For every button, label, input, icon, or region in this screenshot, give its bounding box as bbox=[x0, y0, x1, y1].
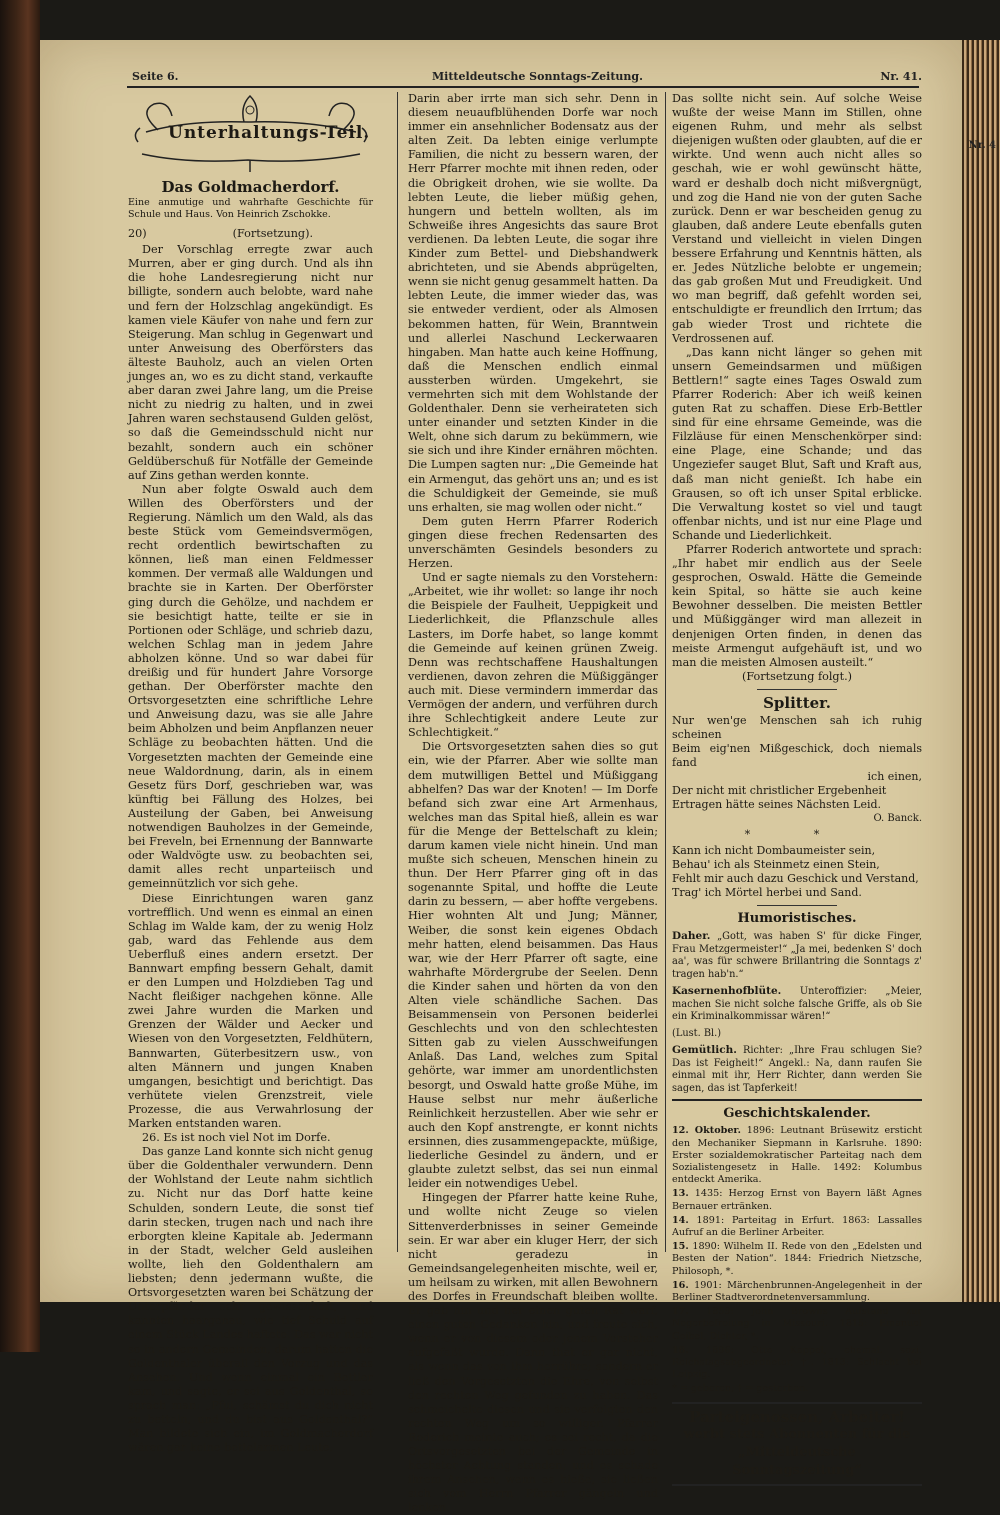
humor-head: Daher. bbox=[672, 930, 711, 943]
calendar-text: 1890: Wilhelm II. Rede von den „Edelsten und Besten der Nation“. 1844: Friedrich Nietzsche, Philosoph, *. bbox=[672, 1241, 922, 1277]
paragraph: „Das kann nicht länger so gehen mit unsern Gemeindsarmen und müßigen Bettlern!“ sagte eines Tages Oswald zum Pfarrer Roderich: Aber ich weiß keinen guten Rat zu schaffen. Diese Erb-Bettler sind für eine ehrsame Gemeinde, was die Filzläuse für einen Menschenkörper sind: eine Plage, eine Schande; und das Ungeziefer sauget Blut, Saft und Kraft aus, daß man nicht genießt. Ich habe ein Grausen, so oft ich unser Spital erblicke. Die Verwaltung kostet so viel und taugt offenbar nichts, und ist nur eine Plage und Schande und Liederlichkeit. bbox=[672, 345, 922, 542]
paragraph: Diese Einrichtungen waren ganz vortrefflich. Und wenn es einmal an einen Schlag im Walde kam, der zu wenig Holz gab, ward das Fehlende aus dem Ueberfluß eines andern ersetzt. Der Bannwart empfing bessern Gehalt, damit er den Lumpen und Holzdieben Tag und Nacht fleißiger nachgehen könne. Alle zwei Jahre wurden die Marken und Grenzen der Wälder und Aecker und Wiesen von den Vorgesetzten, Feldhütern, Bannwarten, Güterbesitzern usw., von alten Männern und jungen Knaben umgangen, besichtigt und berichtigt. Das verhütete vielen Grenzstreit, viele Prozesse, die aus Verwahrlosung der Marken entstanden waren. bbox=[128, 891, 373, 1130]
poem-1 bbox=[672, 714, 922, 812]
poem-line: Kann ich nicht Dombaumeister sein, bbox=[672, 844, 876, 858]
stars-separator: * * bbox=[744, 828, 850, 842]
page-number: Seite 6. bbox=[132, 70, 179, 83]
story-subtitle: Eine anmutige und wahrhafte Geschichte für Schule und Haus. Von Heinrich Zschokke. bbox=[128, 197, 373, 221]
newspaper-page bbox=[40, 40, 962, 1515]
paragraph: Hingegen der Pfarrer hatte keine Ruhe, und wollte nicht Zeuge so vielen Sittenverderbnisses in seiner Gemeinde sein. Er war aber ein kluger Herr, der sich nicht geradezu in Gemeindsangelegenheiten mischte, weil er, um heilsam zu wirken, mit allen Bewohnern des Dorfes in Freundschaft bleiben wollte. Er gab hin und her einen guten Rat warf, einen guten Gedanken hin, und freute sich, wenn er von diesem oder jenem Vorsteher aufgefaßt wurde. Dann that er gar nicht, als wenn das von ihm herrühre; sondern er ließ den Vorgesetzten die Ehre, von selbst den rechten Weg gefunden zu haben. Das schmeichelte diesen und sie verfolgten den rechten Weg um so williger. Pfarrer Roderich meinte auch; es sei recht, da die Ortsvorgesetzten bei der Gemeinde in höchster Achtung standen; und es schade ihrem Ansehen, wenn es hieße, sie ließen sich vom Herrn Pfarrer gängeln und lenken. bbox=[408, 1191, 658, 1515]
humor-head: Gemütlich. bbox=[672, 1044, 737, 1057]
poem-line: Der nicht mit christlicher Ergebenheit bbox=[672, 784, 887, 798]
section-ornament bbox=[128, 92, 373, 174]
humor-text: Richter: „Ihre Frau schlugen Sie? Das ist Feigheit!“ Angekl.: Na, dann raufen Sie einmal mit ihr, Herr Richter, dann werden Sie sagen, das ist Tapferkeit! bbox=[672, 1045, 922, 1094]
calendar-item bbox=[672, 1280, 922, 1304]
divider bbox=[757, 689, 837, 690]
humor-text: Unteroffizier: „Meier, machen Sie nicht solche falsche Griffe, als ob Sie ein Kriminalkommissar wären!“ bbox=[672, 986, 922, 1023]
humor-item bbox=[672, 985, 922, 1024]
calendar-text: 1896: Otto Kappel, ehemal. sozi. Reichstagsabgeordneter, †. 1813: Schlacht bei Leipzig. bbox=[672, 1344, 922, 1381]
humor-item bbox=[672, 930, 922, 981]
paragraph: Das sollte nicht sein. Auf solche Weise wußte der weise Mann im Stillen, ohne eigenen Ruhm, und mehr als selbst diejenigen wußten oder glaubten, auf die er wirkte. Und wenn auch nicht alles so geschah, wie er wohl gewünscht hätte, ward er deshalb doch nicht mißvergnügt, und zog die Hand nie von der guten Sache zurück. Denn er war bescheiden genug zu glauben, daß andere Leute ebenfalls guten Verstand und vielleicht in vielen Dingen bessere Erfahrung und Kenntnis hätten, als er. Jedes Nützliche belobte er ungemein; das gab großen Mut und Freudigkeit. Und wo man begriff, daß gefehlt worden sei, entschuldigte er freundlich den Irrtum; das gab wieder Trost und richtete die Verdrossenen auf. bbox=[672, 92, 922, 345]
calendar-item bbox=[672, 1241, 922, 1278]
calendar-date: 18. bbox=[672, 1344, 689, 1356]
paragraph: Dem guten Herrn Pfarrer Roderich gingen diese frechen Redensarten des unverschämten Gesindels besonders zu Herzen. bbox=[408, 514, 658, 571]
poem-line: Trag' ich Mörtel herbei und Sand. bbox=[672, 886, 862, 900]
calendar-date: 12. Oktober. bbox=[672, 1125, 741, 1137]
paragraph: Und er sagte niemals zu den Vorstehern: „Arbeitet, wie ihr wollet: so lange ihr noch die Beispiele der Faulheit, Ueppigkeit und Liederlichkeit, die Pflanzschule alles Lasters, im Dorfe habet, so lange kommt die Gemeinde auf keinen grünen Zweig. Denn was rechtschaffene Haushaltungen verdienen, davon zehren die Müßiggänger auch mit. Diese vermindern immerdar das Vermögen der andern, und verführen durch ihre Schlechtigkeit andere Leute zur Schlechtigkeit.“ bbox=[408, 571, 658, 740]
column-1 bbox=[128, 92, 373, 1455]
humor-item bbox=[672, 1044, 922, 1095]
column-3 bbox=[672, 92, 922, 1486]
calendar-item bbox=[672, 1125, 922, 1186]
calendar-text: 1901: Märchenbrunnen-Angelegenheit in der Berliner Stadtverordnetenversammlung. bbox=[672, 1279, 922, 1304]
calendar-text: 1859: John Browns Aufstand zur Negerbefreiung in Missouri. 1815: Emanuel Geibel, Dichter, *. bbox=[672, 1306, 922, 1342]
issue-number: Nr. 41. bbox=[880, 70, 922, 83]
calendar-item bbox=[672, 1188, 922, 1212]
poem-2 bbox=[672, 844, 922, 900]
splitter-title: Splitter. bbox=[763, 693, 831, 712]
section-title: Unterhaltungs-Teil. bbox=[168, 123, 371, 143]
calendar-date: 14. bbox=[672, 1214, 689, 1226]
poem-line: Behau' ich als Steinmetz einen Stein, bbox=[672, 858, 880, 872]
calendar-date: 16. bbox=[672, 1279, 689, 1291]
divider bbox=[672, 1099, 922, 1101]
column-divider bbox=[665, 92, 666, 1252]
poem-author: O. Banck. bbox=[873, 813, 922, 825]
to-be-continued: (Fortsetzung folgt.) bbox=[741, 669, 852, 683]
poem-line: ich einen, bbox=[867, 770, 922, 784]
newspaper-name: Mitteldeutsche Sonntags-Zeitung. bbox=[432, 70, 643, 83]
chapter-heading: 26. Es ist noch viel Not im Dorfe. bbox=[142, 1131, 331, 1145]
promo-line: „Mitteldeutsche Sonntagszeitung“ bbox=[732, 1444, 862, 1478]
edge-label: Nr. 4 bbox=[968, 140, 996, 151]
installment-number: 20) bbox=[128, 227, 147, 241]
paragraph: Nun aber folgte Oswald auch dem Willen des Oberförsters und der Regierung. Nämlich um den Wald, als das beste Stück vom Gemeindsvermögen, recht ordentlich bewirtschaften zu können, ließ man einen Feldmesser kommen. Der vermaß alle Waldungen und brachte sie in Karten. Der Oberförster ging durch die Gehölze, und nachdem er sie besichtigt hatte, teilte er sie in Portionen oder Schläge, und schrieb dazu, welchen Schlag man in jedem Jahre abholzen könne. Und so war dabei für dreißig und für hundert Jahre Vorsorge gethan. Der Oberförster machte den Ortsvorgesetzten eine schriftliche Lehre und Anweisung dazu, was sie alle Jahre beim Abholzen und beim Anpflanzen neuer Schläge zu beobachten hätten. Und die Vorgesetzten machten der Gemeinde eine neue Waldordnung, darin, als in einem Gesetz fürs Dorf, geschrieben war, was künftig bei Fällung des Holzes, bei Austeilung der Gaben, bei Anweisung notwendigen Bauholzes in der Gemeinde, bei Freveln, bei Ernennung der Bannwarte oder Waldvögte usw. zu beobachten sei, damit alles recht unparteiisch und gemeinnützlich vor sich gehe. bbox=[128, 482, 373, 891]
calendar-item bbox=[672, 1345, 922, 1382]
calendar-date: 13. bbox=[672, 1188, 689, 1200]
promo-line: Parteigenossen, Arbeiter! bbox=[689, 1407, 905, 1426]
promo-box bbox=[672, 1402, 922, 1486]
paragraph: Das ganze Land konnte sich nicht genug über die Goldenthaler verwundern. Denn der Wohlstand der Leute nahm sichtlich zu. Nicht nur das Dorf hatte keine Schulden, sondern Leute, die sonst tief darin stecken, trugen nach und nach ihre erborgten kleine Kapitale ab. Jedermann in der Stadt, welcher Geld ausleihen wollte, lieh den Goldenthalern am liebsten; denn jedermann wußte, die Ortsvorgesetzten waren bei Schätzung der Unterpfänder sehr gewissenhaft, und kannten haargenau, wie tief Schuld auf einem Stück Landes haftete. Das war nicht so in andern Gemeinden, darum hatten die Goldenthaler überall den Vorzug und das Ansehen. Und wenn einmal ein Bettler kam, und sagte, er sei aus Goldenthal, so sprach man: „Pfui, schämst du dich nicht zu betteln, und du bist aus Goldenthal?“ Man bildete sich ein, im Goldmacherdorf wären gar keine bettelarmen Leute. bbox=[128, 1145, 373, 1455]
calendar-title: Geschichtskalender. bbox=[723, 1106, 871, 1122]
story-title: Das Goldmacherdorf. bbox=[161, 178, 340, 196]
header-rule bbox=[127, 86, 919, 88]
humor-source: (Lust. Bl.) bbox=[672, 1027, 722, 1039]
column-2 bbox=[408, 92, 658, 1515]
paragraph: Pfarrer Roderich antwortete und sprach: „Ihr habet mir endlich aus der Seele gesprochen, Oswald. Hätte die Gemeinde kein Spital, so hätte sie auch keine Bewohner desselben. Die meisten Bettler und Müßiggänger wird man allezeit in denjenigen Orten finden, in denen das meiste Armengut aufgehäuft ist, und wo man die meisten Almosen austeilt.“ bbox=[672, 543, 922, 669]
paragraph: Darin aber irrte man sich sehr. Denn in diesem neuaufblühenden Dorfe war noch immer ein ansehnlicher Bodensatz aus der alten Zeit. Da lebten einige verlumpte Familien, die nicht zu bessern waren, der Herr Pfarrer mochte mit ihnen reden, oder die Obrigkeit drohen, wie sie wollte. Da lebten Leute, die lieber müßig gehen, hungern und betteln wollten, als im Schweiße ihres Angesichts das saure Brot verdienen. Da lebten Leute, die sogar ihre Kinder zum Bettel- und Diebshandwerk abrichteten, und sie Abends abprügelten, wenn sie nicht genug gesammelt hatten. Da lebten Leute, die immer wieder das, was sie entweder verdient, oder als Almosen bekommen hatten, für Wein, Branntwein und allerlei Naschund Leckerwaaren hingaben. Man hatte auch keine Hoffnung, daß die Menschen endlich einmal aussterben würden. Umgekehrt, sie vermehrten sich mit dem Wohlstande der Goldenthaler. Denn sie verheirateten sich unter einander und setzten Kinder in die Welt, ohne sich darum zu bekümmern, wie sie sich und ihre Kinder ernähren möchten. Die Lumpen sagten nur: „Die Gemeinde hat ein Armengut, das gehört uns an; und es ist die Schuldigkeit der Gemeinde, sie muß uns erhalten, sie mag wollen oder nicht.“ bbox=[408, 92, 658, 514]
poem-line: Nur wen'ge Menschen sah ich ruhig scheinen bbox=[672, 714, 922, 742]
divider bbox=[757, 905, 837, 906]
humor-title: Humoristisches. bbox=[737, 911, 857, 927]
poem-line: Fehlt mir auch dazu Geschick und Verstand, bbox=[672, 872, 919, 886]
page-edge bbox=[962, 40, 1000, 1302]
calendar-date: 17. bbox=[672, 1306, 689, 1318]
poem-line: Ertragen hätte seines Nächsten Leid. bbox=[672, 798, 882, 812]
calendar-item bbox=[672, 1306, 922, 1343]
calendar-text: 1435: Herzog Ernst von Bayern läßt Agnes Bernauer ertränken. bbox=[672, 1188, 922, 1212]
column-divider bbox=[397, 92, 398, 1252]
paragraph: Die Ortsvorgesetzten sahen dies so gut ein, wie der Pfarrer. Aber wie sollte man dem mutwilligen Bettel und Müßiggang abhelfen? Das war der Knoten! — Im Dorfe befand sich zwar eine Art Armenhaus, welches man das Spital hieß, allein es war für die Menge der Bettelschaft zu klein; darum kamen viele nicht hinein. Und man mußte sich scheuen, Menschen hinein zu thun. Der Herr Pfarrer ging oft in das sogenannte Spital, und hoffte die Leute darin zu bessern, — aber hoffte vergebens. Hier wohnten Alt und Jung; Männer, Weiber, die sonst kein eigenes Obdach mehr hatten, elend beisammen. Das Haus war, wie der Herr Pfarrer oft sagte, eine wahrhafte Mördergrube der Seelen. Denn die Kinder sahen und hörten da von den Alten viele schändliche Sachen. Das Beisammensein von Personen beiderlei Geschlechts und von den schlechtesten Sitten gab zu vielen Ausschweifungen Anlaß. Das Land, welches zum Spital gehörte, war immer am unordentlichsten besorgt, und Oswald hatte große Mühe, im Hause selbst nur mehr äußerliche Reinlichkeit herzustellen. Aber wie sehr er auch den Kopf anstrengte, er konnt nichts ersinnen, dies zusammengepackte, müßige, liederliche Gesindel zu ändern, und er glaubte zuletzt selbst, das sei nun einmal leider ein notwendiges Uebel. bbox=[408, 740, 658, 1191]
humor-text: „Gott, was haben S' für dicke Finger, Frau Metzgermeister!“ „Ja mei, bedenken S' doch aa', was für schwere Brillantring die Sonntags z' tragen hab'n.“ bbox=[672, 931, 923, 980]
calendar-date: 15. bbox=[672, 1241, 689, 1253]
poem-line: Beim eig'nen Mißgeschick, doch niemals fand bbox=[672, 742, 922, 770]
story-continuation bbox=[128, 227, 373, 241]
continuation-label: (Fortsetzung). bbox=[232, 227, 313, 241]
calendar-item bbox=[672, 1215, 922, 1239]
humor-head: Kasernenhofblüte. bbox=[672, 985, 782, 998]
calendar-text: 1896: Leutnant Brüsewitz ersticht den Mechaniker Siepmann in Karlsruhe. 1890: Erster sozialdemokratischer Parteitag nach dem Sozialistengesetz in Halle. 1492: Kolumbus entdeckt Amerika. bbox=[672, 1125, 922, 1186]
calendar-text: 1891: Parteitag in Erfurt. 1863: Lassalles Aufruf an die Berliner Arbeiter. bbox=[672, 1214, 922, 1239]
calendar-legend: * = geboren; † = gestorben. bbox=[672, 1383, 809, 1395]
book-cover bbox=[0, 0, 40, 1352]
promo-line: werbt stets Abonnenten für die bbox=[683, 1426, 911, 1442]
paragraph: Der Vorschlag erregte zwar auch Murren, aber er ging durch. Und als ihn die hohe Landesregierung nicht nur billigte, sondern auch belobte, ward nahe und fern der Holzschlag angekündigt. Es kamen viele Käufer von nahe und fern zur Steigerung. Man schlug in Gegenwart und unter Anweisung des Oberförsters das älteste Bauholz, auch an vielen Orten junges an, wo es zu dicht stand, verkaufte aber daran zwei Jahre lang, um die Preise nicht zu niedrig zu halten, und in zwei Jahren waren sechstausend Gulden gelöst, so daß die Gemeindsschuld nicht nur bezahlt, sondern auch ein schöner Geldüberschuß für Notfälle der Gemeinde auf Zins gethan werden konnte. bbox=[128, 243, 373, 482]
